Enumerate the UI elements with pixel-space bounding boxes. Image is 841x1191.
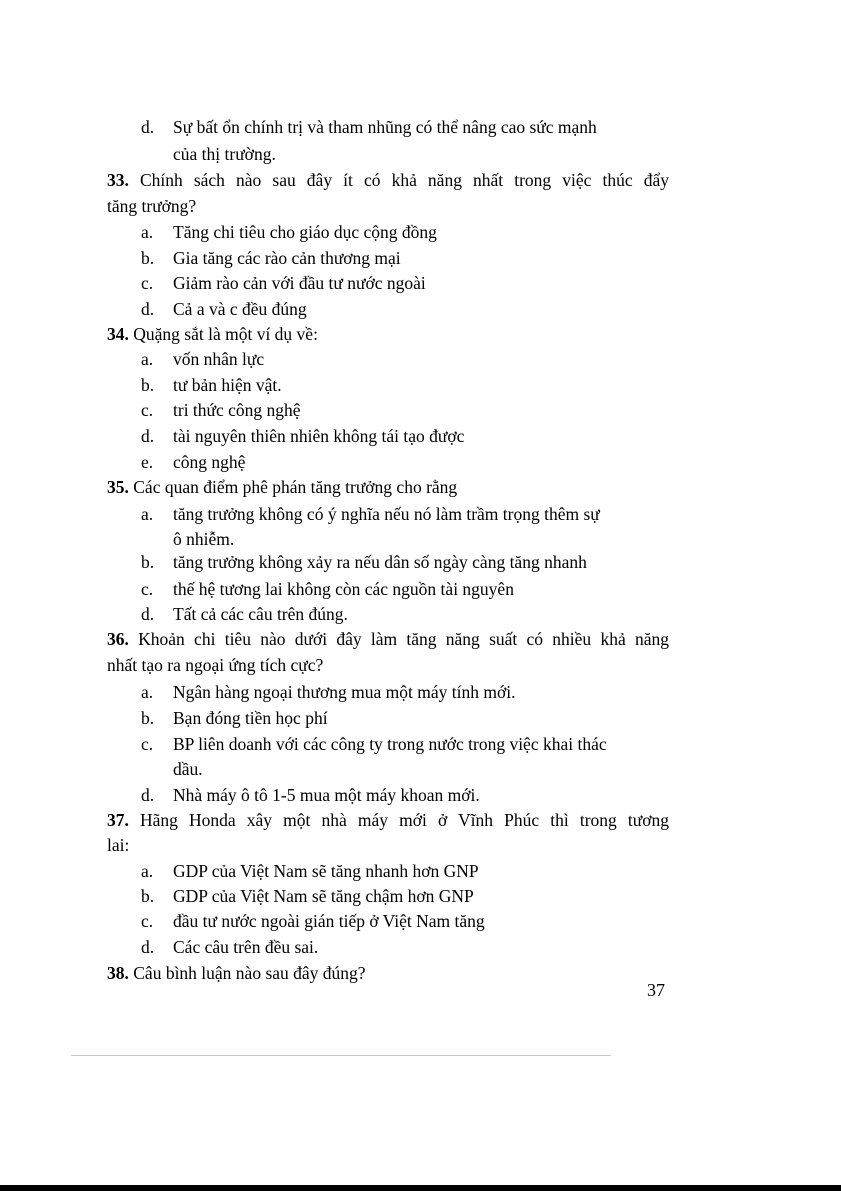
option-letter: d. — [141, 937, 155, 957]
question-35 — [107, 475, 457, 499]
question-33 — [107, 168, 669, 192]
option-text: Tất cả các câu trên đúng. — [173, 604, 348, 624]
option-text: Giảm rào cản với đầu tư nước ngoài — [173, 273, 426, 293]
question-text: Hãng Honda xây một nhà máy mới ở Vĩnh Phúc thì trong tương — [140, 810, 670, 830]
option-letter: b. — [141, 375, 155, 395]
q34-option-e — [141, 450, 245, 474]
question-33-continued: tăng trưởng? — [107, 196, 197, 216]
option-text: tư bản hiện vật. — [173, 375, 282, 395]
q33-option-a — [141, 220, 437, 244]
q33-option-b — [141, 246, 401, 270]
option-letter: e. — [141, 452, 154, 472]
q34-option-d — [141, 424, 464, 448]
option-text: Tăng chi tiêu cho giáo dục cộng đồng — [173, 222, 437, 242]
question-text: Câu bình luận nào sau đây đúng? — [133, 963, 366, 983]
option-text: tăng trưởng không xảy ra nếu dân số ngày càng tăng nhanh — [173, 552, 587, 572]
q33-option-c — [141, 271, 426, 295]
option-letter: d. — [141, 117, 155, 137]
scan-edge — [0, 1185, 841, 1191]
question-text: Chính sách nào sau đây ít có khả năng nhất trong việc thúc đẩy — [139, 170, 669, 190]
question-36-continued: nhất tạo ra ngoại ứng tích cực? — [107, 655, 324, 675]
q35-option-c — [141, 577, 514, 601]
option-text: Ngân hàng ngoại thương mua một máy tính mới. — [173, 682, 516, 702]
option-text: tăng trưởng không có ý nghĩa nếu nó làm trầm trọng thêm sự — [173, 504, 600, 524]
q36-option-c-continued: dầu. — [173, 759, 203, 779]
page-number: 37 — [647, 980, 665, 1000]
q37-option-b — [141, 884, 474, 908]
option-text: GDP của Việt Nam sẽ tăng chậm hơn GNP — [173, 886, 474, 906]
option-letter: d. — [141, 426, 155, 446]
q37-option-c — [141, 909, 485, 933]
option-letter: a. — [141, 861, 154, 881]
option-letter: a. — [141, 349, 154, 369]
option-letter: b. — [141, 708, 155, 728]
question-37-continued: lai: — [107, 835, 130, 855]
question-number: 36. — [107, 629, 129, 649]
option-letter: c. — [141, 400, 154, 420]
option-letter: c. — [141, 734, 154, 754]
q37-option-a — [141, 859, 479, 883]
question-36 — [107, 627, 669, 651]
q32-option-d — [141, 115, 597, 139]
option-text: tài nguyên thiên nhiên không tái tạo được — [173, 426, 465, 446]
question-number: 34. — [107, 324, 129, 344]
option-text: đầu tư nước ngoài gián tiếp ở Việt Nam tăng — [173, 911, 485, 931]
q34-option-c — [141, 398, 301, 422]
option-letter: b. — [141, 886, 155, 906]
question-number: 37. — [107, 810, 129, 830]
option-text: Nhà máy ô tô 1-5 mua một máy khoan mới. — [173, 785, 480, 805]
q35-option-d — [141, 602, 348, 626]
q36-option-a — [141, 680, 515, 704]
option-letter: c. — [141, 579, 154, 599]
option-letter: c. — [141, 273, 154, 293]
option-text: công nghệ — [173, 452, 246, 472]
q35-option-b — [141, 550, 587, 574]
q36-option-d — [141, 783, 480, 807]
option-letter: d. — [141, 785, 155, 805]
q36-option-c — [141, 732, 607, 756]
q37-option-d — [141, 935, 318, 959]
question-text: Các quan điểm phê phán tăng trưởng cho rằng — [133, 477, 458, 497]
option-text: tri thức công nghệ — [173, 400, 301, 420]
question-34 — [107, 322, 318, 346]
question-38 — [107, 961, 366, 985]
question-text: Quặng sắt là một ví dụ về: — [133, 324, 318, 344]
option-letter: a. — [141, 682, 154, 702]
q34-option-a — [141, 347, 264, 371]
option-text: Sự bất ổn chính trị và tham nhũng có thể nâng cao sức mạnh — [173, 117, 597, 137]
option-text: thế hệ tương lai không còn các nguồn tài nguyên — [173, 579, 514, 599]
q35-option-a-continued: ô nhiễm. — [173, 529, 235, 549]
option-text: BP liên doanh với các công ty trong nước trong việc khai thác — [173, 734, 607, 754]
option-letter: d. — [141, 604, 155, 624]
option-letter: a. — [141, 222, 154, 242]
option-letter: d. — [141, 299, 155, 319]
question-number: 35. — [107, 477, 129, 497]
option-text: vốn nhân lực — [173, 349, 265, 369]
option-letter: b. — [141, 552, 155, 572]
question-number: 33. — [107, 170, 129, 190]
q35-option-a — [141, 502, 600, 526]
option-letter: b. — [141, 248, 155, 268]
option-text: Bạn đóng tiền học phí — [173, 708, 328, 728]
q36-option-b — [141, 706, 328, 730]
question-37 — [107, 808, 669, 832]
option-letter: c. — [141, 911, 154, 931]
option-text: Gia tăng các rào cản thương mại — [173, 248, 401, 268]
option-text: Cả a và c đều đúng — [173, 299, 307, 319]
option-text: Các câu trên đều sai. — [173, 937, 319, 957]
q32-option-d-continued: của thị trường. — [173, 144, 276, 164]
q33-option-d — [141, 297, 307, 321]
question-text: Khoản chi tiêu nào dưới đây làm tăng năng suất có nhiều khả năng — [138, 629, 670, 649]
divider — [71, 1055, 611, 1056]
q34-option-b — [141, 373, 282, 397]
option-letter: a. — [141, 504, 154, 524]
option-text: GDP của Việt Nam sẽ tăng nhanh hơn GNP — [173, 861, 479, 881]
question-number: 38. — [107, 963, 129, 983]
